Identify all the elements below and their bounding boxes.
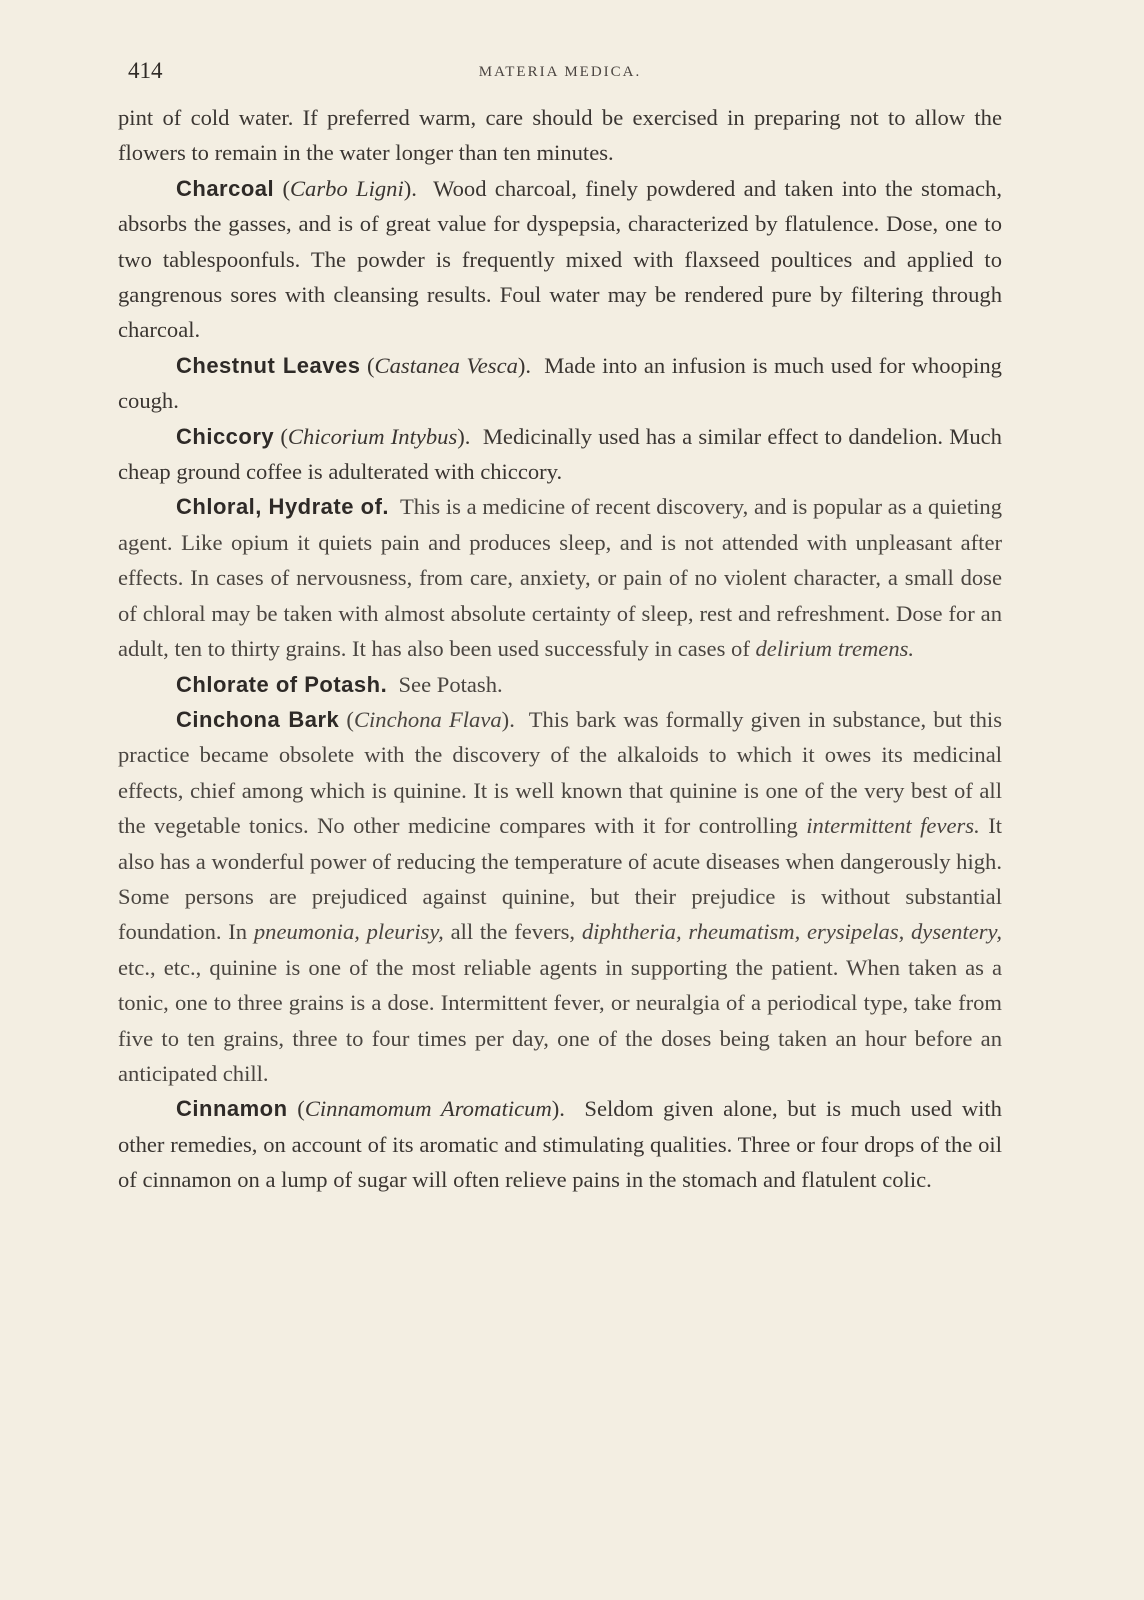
entry-term: Chloral, Hydrate of. [176,494,390,520]
entry-chloral-hydrate [118,489,1002,666]
running-head [118,58,1002,88]
entry-cinchona-bark: Cinchona Bark (Cinchona Flava). This bark was formally given in substance, but this practice became obsolete with the discovery of the alkaloids to which it owes its medicinal effects, chief among which is quinine. It is well known that quinine is one of the very best of all the vegetable tonics. No other medicine compares with it for controlling intermittent fevers. It also has a wonderful power of reducing the temperature of acute diseases when dangerously high. Some persons are prejudiced against quinine, but their prejudice is without substantial foundation. In pneumonia, pleurisy, all the fevers, diphtheria, rheumatism, erysipelas, dysentery, etc., etc., quinine is one of the most reliable agents in supporting the patient. When taken as a tonic, one to three grains is a dose. Intermittent fever, or neuralgia of a periodical type, take from five to ten grains, three to four times per day, one of the doses being taken an hour before an anticipated chill. [118,706,1002,1086]
entry-italic-text: pneumonia, pleurisy, [253,919,444,945]
entry-term: Chiccory [176,423,275,449]
entry-text: all the fevers, [443,919,582,945]
entry-text: This is a medicine of recent discovery, and is popular as a quieting agent. Like opium it quiets pain and produces sleep, and is not attended with unpleasant after effects. In cases of nervousness, from care, anxiety, or pain of no violent character, a small dose of chloral may be taken with almost absolute certainty of sleep, rest and refreshment. Dose for an adult, ten to thirty grains. It has also been used successfuly in cases of [118,494,1003,662]
entry-latin-name: Chicorium Intybus [287,423,458,449]
entry-text: This bark was formally given in substance, but this practice became obsolete with the discovery of the alkaloids to which it owes its medicinal effects, chief among which is quinine. It is well known that quinine is one of the very best of all the vegetable tonics. No other medicine compares with it for controlling [118,706,1002,839]
entry-chiccory: Chiccory (Chicorium Intybus). Medicinally used has a similar effect to dandelion. Much cheap ground coffee is adulterated with chiccory. [118,423,1002,485]
entry-text: etc., etc., quinine is one of the most reliable agents in supporting the patient. When taken as a tonic, one to three grains is a dose. Intermittent fever, or neuralgia of a periodical type, take from five to ten grains, three to four times per day, one of the doses being taken an hour before an anticipated chill. [118,954,1002,1086]
entry-chestnut-leaves: Chestnut Leaves (Castanea Vesca). Made into an infusion is much used for whooping cough. [118,352,1002,414]
page-number: 414 [128,58,163,83]
body-text [118,100,1002,1198]
entry-term: Chestnut Leaves [176,352,361,378]
entry-latin-name: Cinchona Flava [353,706,502,732]
entry-text: Medicinally used has a similar effect to dandelion. Much cheap ground coffee is adulterated with chiccory. [118,423,1002,485]
entry-text: Wood charcoal, finely powdered and taken into the stomach, absorbs the gasses, and is of great value for dyspepsia, characterized by flatulence. Dose, one to two tablespoonfuls. The powder is frequently mixed with flaxseed poultices and applied to gangrenous sores with cleansing results. Foul water may be rendered pure by filtering through charcoal. [118,175,1002,343]
entry-term: Chlorate of Potash. [176,671,388,697]
entry-text: See Potash. [398,671,503,697]
entry-latin-name: Castanea Vesca [374,352,518,378]
entry-italic-text: diphtheria, rheumatism, erysipelas, dysentery, [581,919,1002,945]
entry-latin-name: Carbo Ligni [289,175,404,201]
entry-text: Made into an infusion is much used for whooping cough. [118,352,1002,414]
entry-term: Cinchona Bark [176,706,340,732]
continuation-paragraph: pint of cold water. If preferred warm, care should be exercised in preparing not to allow the flowers to remain in the water longer than ten minutes. [118,105,1002,166]
entry-text: It also has a wonderful power of reducing the temperature of acute diseases when dangerously high. Some persons are prejudiced against quinine, but their prejudice is without substantial foundation. In [118,813,1002,945]
entry-term: Cinnamon [176,1096,288,1122]
running-title: MATERIA MEDICA. [478,64,642,80]
entry-italic-text: delirium tremens. [755,636,915,662]
page-content [118,58,1002,1198]
entry-italic-text: intermittent fevers. [806,813,980,839]
entry-term: Charcoal [176,175,275,201]
entry-chlorate-of-potash [118,667,1002,702]
entry-charcoal: Charcoal (Carbo Ligni). Wood charcoal, finely powdered and taken into the stomach, absorbs the gasses, and is of great value for dyspepsia, characterized by flatulence. Dose, one to two tablespoonfuls. The powder is frequently mixed with flaxseed poultices and applied to gangrenous sores with cleansing results. Foul water may be rendered pure by filtering through charcoal. [118,175,1002,343]
entry-text: Seldom given alone, but is much used with other remedies, on account of its aromatic and stimulating qualities. Three or four drops of the oil of cinnamon on a lump of sugar will often relieve pains in the stomach and flatulent colic. [118,1096,1002,1193]
entry-latin-name: Cinnamomum Aromaticum [304,1096,552,1122]
entry-cinnamon: Cinnamon (Cinnamomum Aromaticum). Seldom given alone, but is much used with other remedies, on account of its aromatic and stimulating qualities. Three or four drops of the oil of cinnamon on a lump of sugar will often relieve pains in the stomach and flatulent colic. [118,1096,1002,1193]
